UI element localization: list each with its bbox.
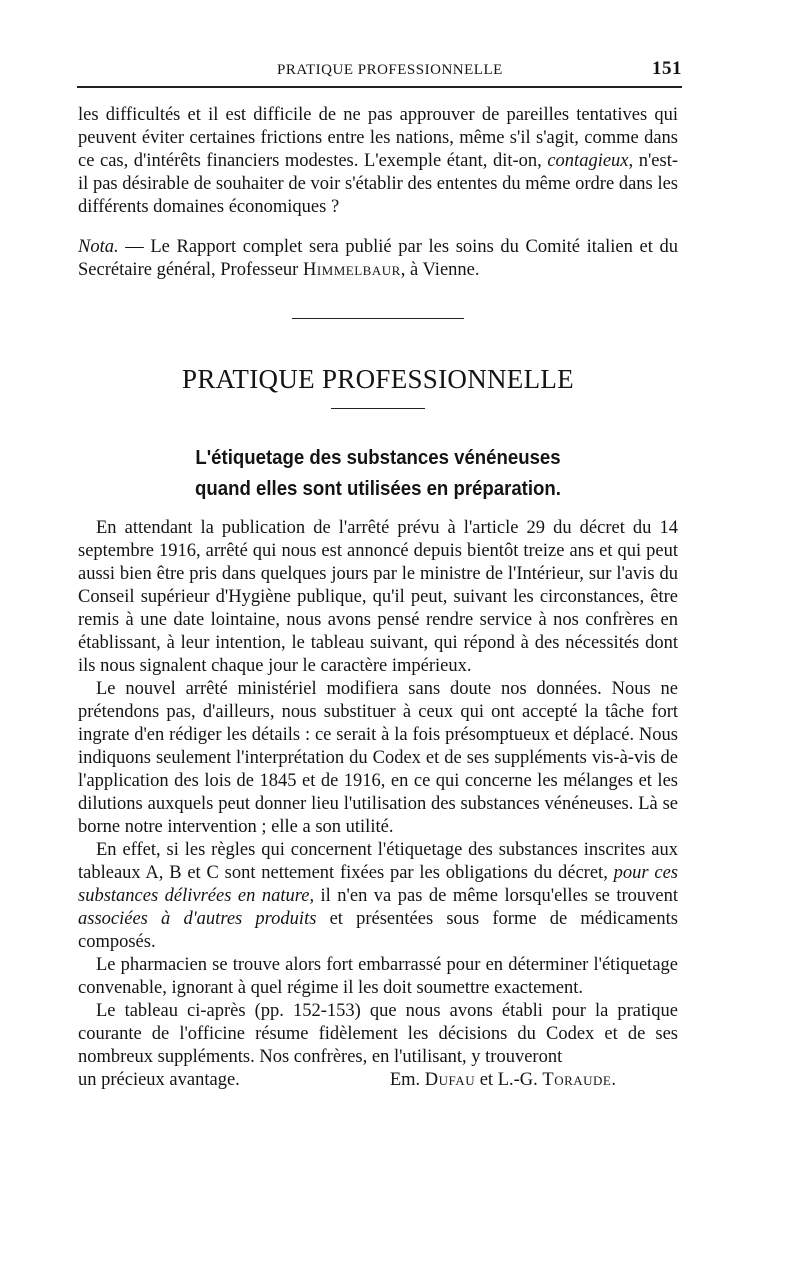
article-title-line1: L'étiquetage des substances vénéneuses (195, 447, 561, 469)
paragraph-1: En attendant la publication de l'arrêté prévu à l'article 29 du décret du 14 septembre 1916, arrêté qui nous est annoncé depuis bientôt treize ans et qui peut aussi bien être pris dans quelques jours par le ministre de l'Intérieur, sur l'avis du Conseil supérieur d'Hygiène publique, qu'il peut, suivant les circonstances, être remis à une date lointaine, nous avons pensé rendre service à nos confrères en établissant, à leur intention, le tableau suivant, qui répond à des nécessités dont ils nous signalent chaque jour le caractère impérieux. (78, 518, 678, 676)
paragraph-4: Le pharmacien se trouve alors fort embarrassé pour en déterminer l'étiquetage convenable, ignorant à quel régime il les doit soumettre exactement. (78, 955, 678, 998)
separator-rule (292, 318, 464, 319)
signature-end: . (611, 1070, 616, 1090)
title-rule (331, 408, 425, 409)
running-head-title: PRATIQUE PROFESSIONNELLE (277, 62, 503, 78)
nota-paragraph (78, 236, 678, 282)
article-body (78, 517, 678, 1092)
intro-text-2: , n'est-il pas désirable de souhaiter de voir s'établir des ententes du même ordre dans les différents domaines économiques ? (78, 151, 679, 217)
page-number: 151 (652, 58, 682, 79)
nota-tail: , à Vienne. (400, 260, 480, 280)
intro-italic: contagieux (547, 151, 629, 171)
nota-label: Nota. (78, 237, 119, 257)
paragraph-5: Le tableau ci-après (pp. 152-153) que nous avons établi pour la pratique courante de l'officine résume fidèlement les décisions du Codex et de ses nombreux suppléments. Nos confrères, en l'utilisant, y trouveront (78, 1001, 678, 1067)
signature-name-1: Dufau (424, 1070, 476, 1090)
signature-name-2: Toraude (542, 1070, 612, 1090)
paragraph-2: Le nouvel arrêté ministériel modifiera sans doute nos données. Nous ne prétendons pas, d'ailleurs, nous substituer à ceux qui ont accepté la tâche fort ingrate d'en rédiger les détails : ce serait à la fois présomptueux et déplacé. Nous indiquons seulement l'interprétation du Codex et de ses suppléments vis-à-vis de l'application des lois de 1845 et de 1916, en ce qui concerne les mélanges et les dilutions auxquels peut donner lieu l'utilisation des substances vénéneuses. Là se borne notre intervention ; elle a son utilité. (78, 679, 678, 837)
closing-line (78, 1069, 678, 1092)
paragraph-3-italic-1: pour ces substances délivrées en nature (78, 863, 678, 906)
intro-text-1: les difficultés et il est difficile de ne pas approuver de pareilles tentatives qui peuvent éviter certaines frictions entre les nations, même s'il s'agit, comme dans ce cas, d'intérêts financiers modestes. L'exemple étant, dit-on, (78, 105, 678, 171)
header-rule (77, 86, 682, 88)
paragraph-3-text-c: et présentées sous forme de médicaments composés. (78, 909, 678, 952)
paragraph-5-last: un précieux avantage. (78, 1070, 240, 1090)
article-title-line2: quand elles sont utilisées en préparation. (195, 478, 561, 500)
signature-joiner: et L.-G. (475, 1070, 543, 1090)
running-head (77, 58, 682, 82)
paragraph-3-italic-2: associées à d'autres produits (78, 909, 317, 929)
nota-text: — Le Rapport complet sera publié par les soins du Comité italien et du Secrétaire général, Professeur (78, 237, 678, 280)
signature-prefix: Em. (389, 1070, 425, 1090)
nota-name: Himmelbaur (302, 260, 401, 280)
intro-paragraph (78, 104, 678, 219)
paragraph-3 (78, 839, 678, 954)
article-title (99, 443, 657, 505)
paragraph-3-text-a: En effet, si les règles qui concernent l'étiquetage des substances inscrites aux tableaux A, B et C sont nettement fixées par les obligations du décret, (78, 840, 678, 883)
section-title: PRATIQUE PROFESSIONNELLE (182, 364, 574, 394)
paragraph-3-text-b: , il n'en va pas de même lorsqu'elles se trouvent (309, 886, 678, 906)
signature (390, 1069, 678, 1092)
